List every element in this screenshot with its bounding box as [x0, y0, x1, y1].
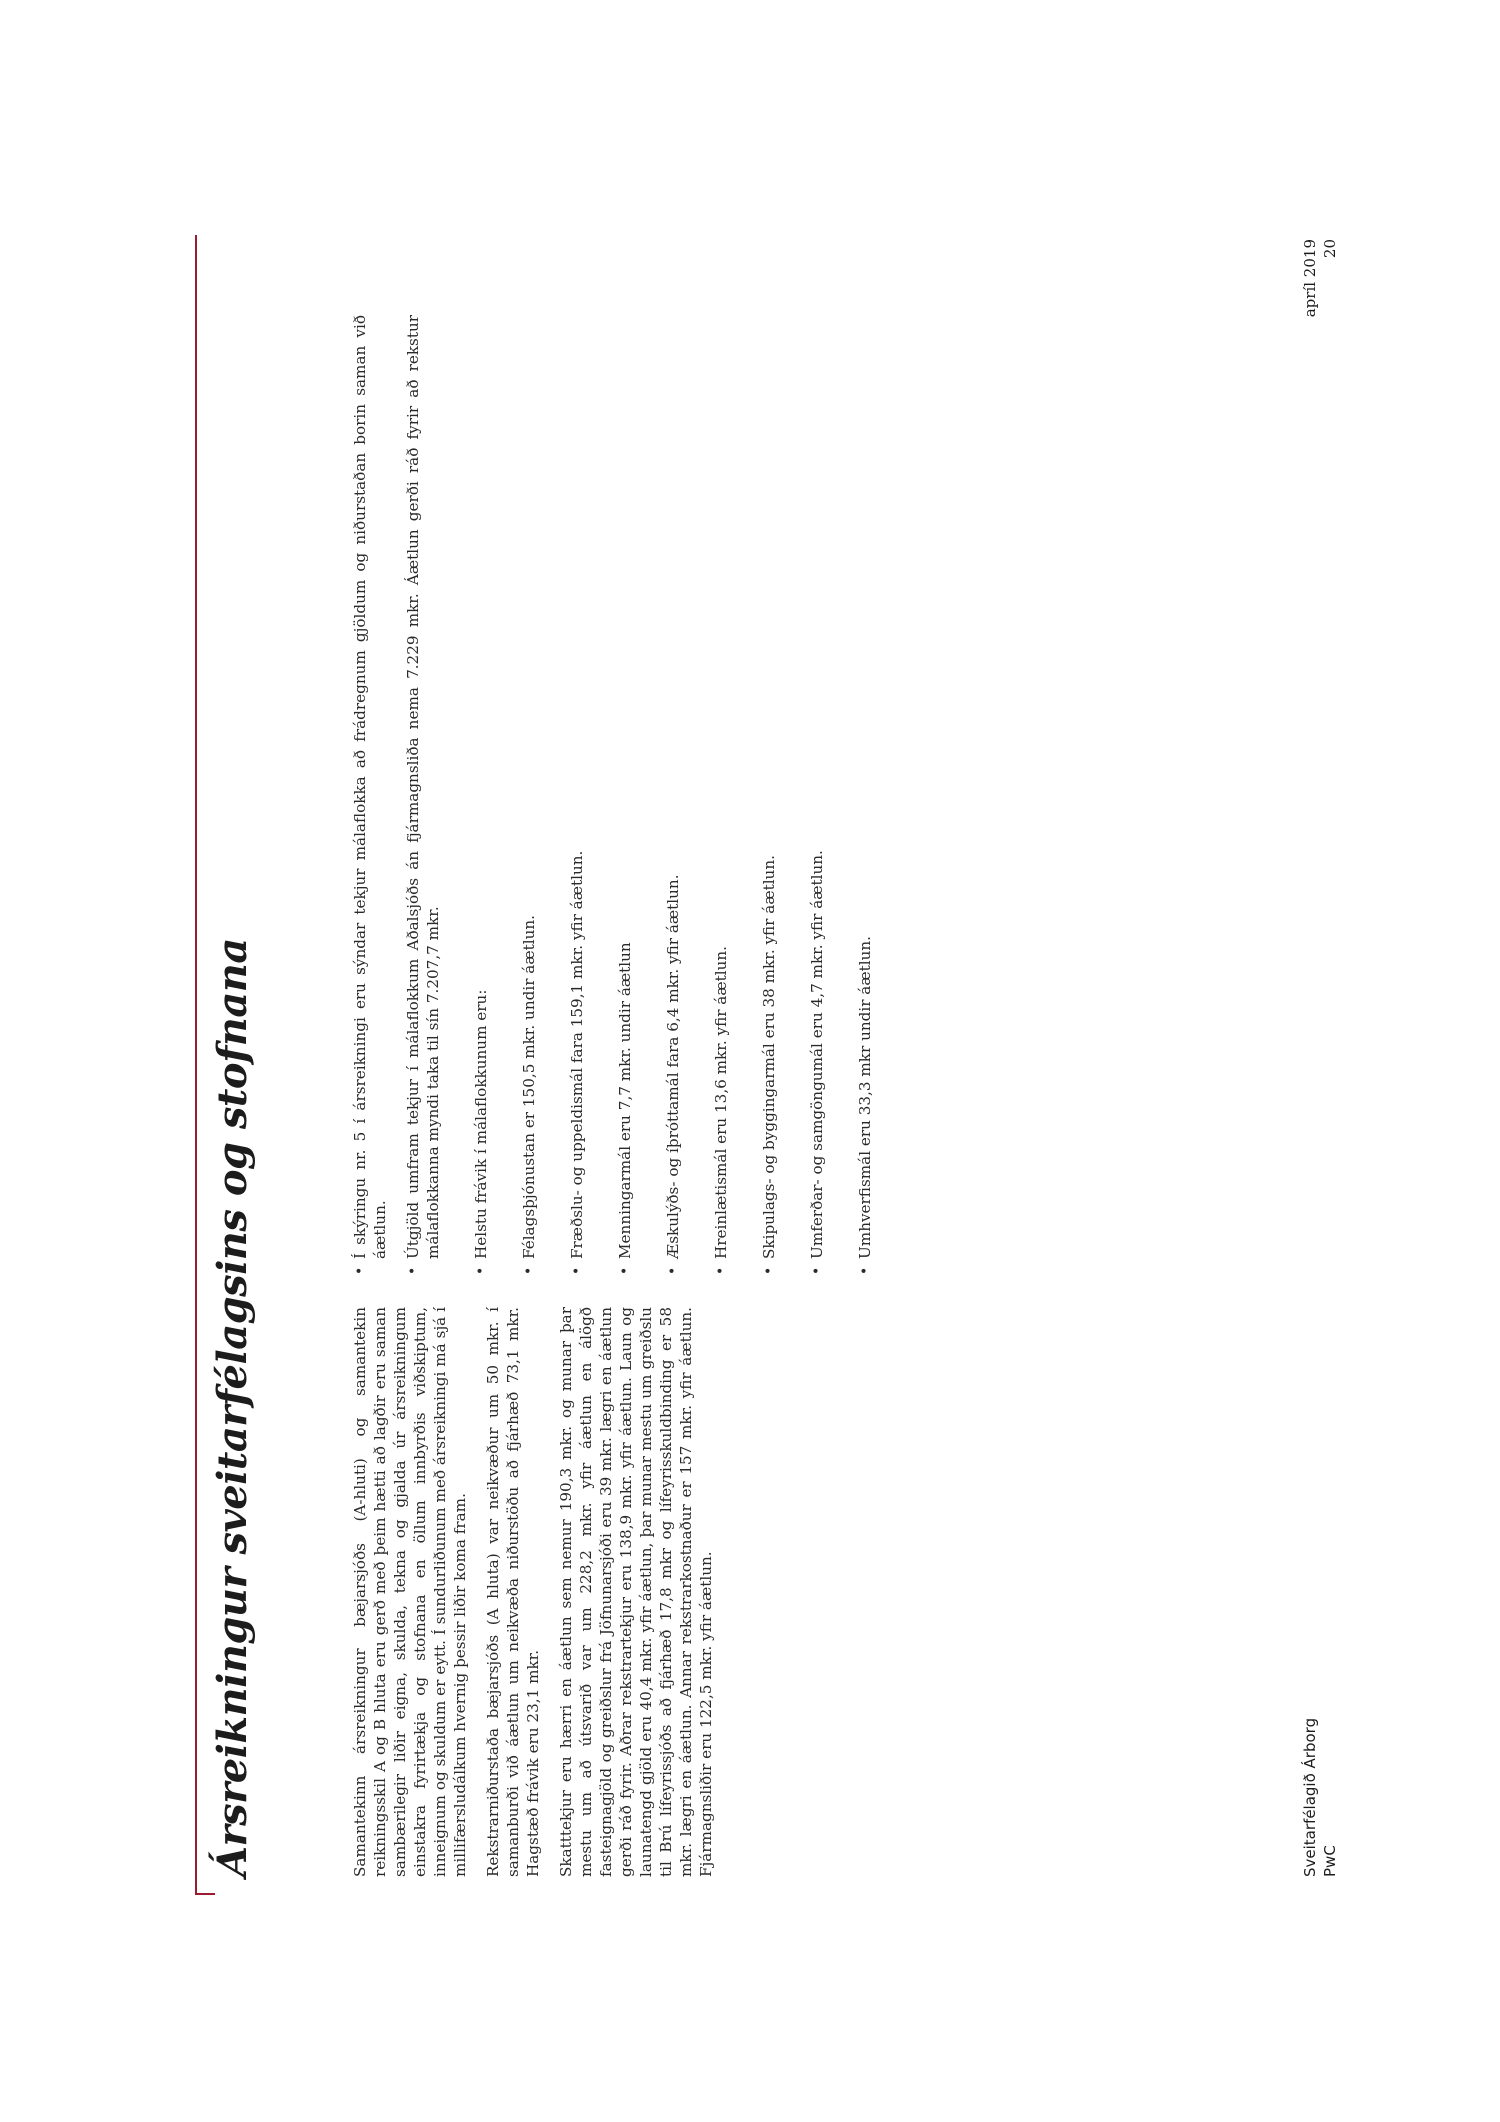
- footer-right: [1300, 239, 1340, 317]
- bullet-item: • Umferðar- og samgöngumál eru 4,7 mkr. yfir áætlun.: [807, 315, 827, 1275]
- bullet-item: • Umhverfismál eru 33,3 mkr undir áætlun.: [855, 315, 875, 1275]
- bullet-item: • Hreinlætismál eru 13,6 mkr. yfir áætlun.: [711, 315, 731, 1275]
- page-title: Ársreikningur sveitarfélagsins og stofnana: [209, 938, 256, 1877]
- bullet-item: • Í skýringu nr. 5 í ársreikningi eru sýndar tekjur málaflokka að frádregnum gjöldum og niðurstaðan borin saman við áætlun.: [350, 315, 390, 1275]
- left-column: [350, 1307, 729, 1877]
- bullet-item: • Æskulýðs- og íþróttamál fara 6,4 mkr. yfir áætlun.: [663, 315, 683, 1275]
- bullet-item: • Félagsþjónustan er 150,5 mkr. undir áætlun.: [519, 315, 539, 1275]
- rotated-slide: [195, 235, 1395, 1895]
- title-rule: [195, 235, 197, 1895]
- page-number: 20: [1321, 239, 1339, 259]
- paragraph-operating-result: Rekstrarniðurstaða bæjarsjóðs (A hluta) var neikvæður um 50 mkr. í samanburði við áætlun um neikvæða niðurstöðu að fjárhæð 73,1 mkr. Hagstæð frávik eru 23,1 mkr.: [484, 1307, 542, 1877]
- frame-left-tick: [195, 1893, 215, 1895]
- paragraph-tax-revenue: Skatttekjur eru hærri en áætlun sem nemur 190,3 mkr. og munar þar mestu um að útsvarið var um 228,2 mkr. yfir áætlun en álögð fasteignagjöld og greiðslur frá Jöfnunarsjóði eru 39 mkr. lægri en áætlun gerði ráð fyrir. Aðrar rekstrartekjur eru 138,9 mkr. yfir áætlun. Laun og launatengd gjöld eru 40,4 mkr. yfir áætlun, þar munar mestu um greiðslu til Brú lífeyrissjóðs að fjárhæð 17,8 mkr og lífeyrisskuldbinding er 58 mkr. lægri en áætlun. Annar rekstrarkostnaður er 157 mkr. yfir áætlun. Fjármagnsliðir eru 122,5 mkr. yfir áætlun.: [557, 1307, 715, 1877]
- paragraph-consolidation: Samantekinn ársreikningur bæjarsjóðs (A-hluti) og samantekin reikningsskil A og B hluta eru gerð með þeim hætti að lagðir eru saman sambærilegir liðir eigna, skulda, tekna og gjalda úr ársreikningum einstakra fyrirtækja og stofnana en öllum innbyrðis viðskiptum, inneignum og skuldum er eytt. Í sundurliðunum með ársreikningi má sjá í millifærsludálkum hvernig þessir liðir koma fram.: [351, 1307, 469, 1877]
- footer-left: [1300, 1718, 1340, 1877]
- bullet-item: • Skipulags- og byggingarmál eru 38 mkr. yfir áætlun.: [759, 315, 779, 1275]
- bullet-item: • Útgjöld umfram tekjur í málaflokkum Aðalsjóðs án fjármagnsliða nema 7.229 mkr. Áætlun gerði ráð fyrir að rekstur málaflokkanna myndi taka til sín 7.207,7 mkr.: [403, 315, 443, 1275]
- bullet-item: • Helstu frávik í málaflokkunum eru:: [471, 315, 491, 1275]
- footer-date: apríl 2019: [1301, 239, 1319, 318]
- bullet-item: • Fræðslu- og uppeldismál fara 159,1 mkr. yfir áætlun.: [567, 315, 587, 1275]
- footer-organization: Sveitarfélagið Árborg: [1301, 1717, 1319, 1877]
- footer-firm: PwC: [1321, 1845, 1339, 1877]
- bullet-item: • Menningarmál eru 7,7 mkr. undir áætlun: [615, 315, 635, 1275]
- right-column-bullets: [350, 315, 888, 1275]
